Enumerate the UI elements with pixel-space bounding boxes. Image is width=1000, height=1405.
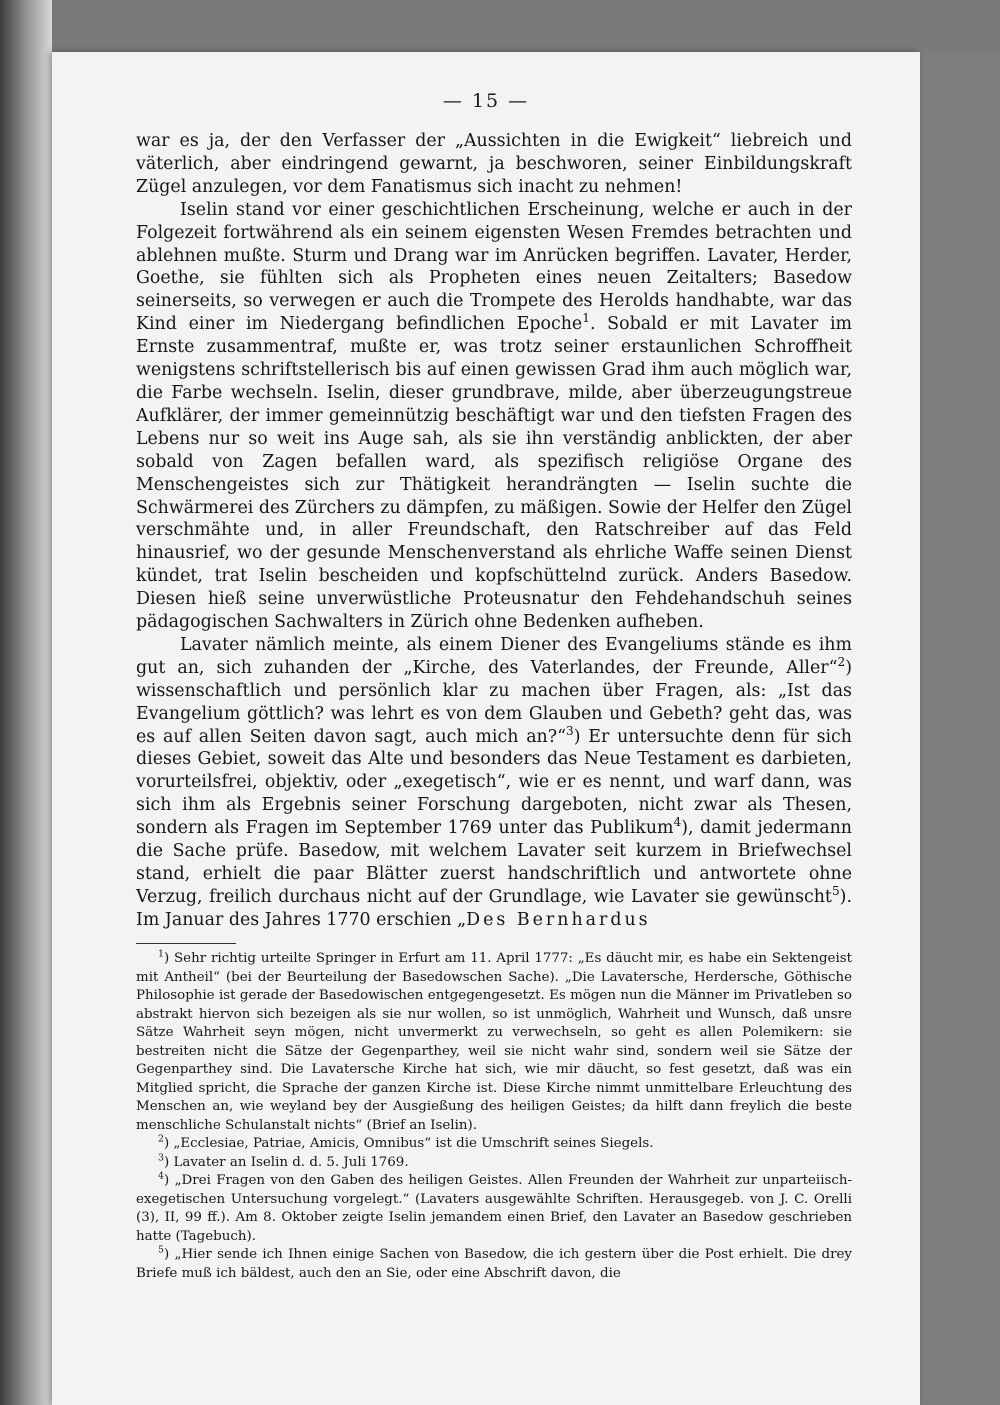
page-number: — 15 —: [442, 90, 530, 112]
footnote-mark-4: 4: [158, 1170, 164, 1182]
footnotes: [136, 950, 852, 1283]
footnote-1: $^1$) Sehr richtig urteilte Springer in Erfurt am 11. April 1777: „Es däucht mir, es habe ein Sektengeist mit Antheil“ (bei der Beurteilung der Basedowschen Sache). „Die Lavatersche, Herdersche, Göthische Philosophie ist gerade der Basedowischen entgegengesetzt. Es mögen nun die Männer im Privatleben so abstrakt hiervon sich bezeigen als sie nur wollen, so ist unmöglich, Wahrheit und Wunsch, daß unsre Sätze Wahrheit seyn mögen, nicht unvermerkt zu verwechseln, so geht es allen Polemikern: sie bestreiten nicht die Sätze der Gegenparthey, weil sie nicht wahr sind, sondern weil sie Sätze der Gegenparthey sind. Die Lavatersche Kirche hat sich, wie mir däucht, so fest gesetzt, daß was ein Mitglied spricht, die Sprache der ganzen Kirche ist. Diese Kirche nimmt unmittelbare Erleuchtung des Menschen an, wie weyland bey der Ausgießung des heiligen Geistes; da hilft dann freylich die beste menschliche Schulanstalt nichts“ (Brief an Iselin).: [136, 948, 852, 1133]
footnote-ref-2[interactable]: 2: [837, 655, 846, 670]
paragraph-3: Lavater nämlich meinte, als einem Diener des Evangeliums stände es ihm gut an, sich zuhanden der „Kirche, des Vaterlandes, der Freunde, Aller“$^2$) wissenschaftlich und persönlich klar zu machen über Fragen, als: „Ist das Evangelium göttlich? was lehrt es von dem Glauben und Gebeth? geht das, was es auf allen Seiten davon sagt, auch mich an?“$^3$) Er untersuchte denn für sich dieses Gebiet, soweit das Alte und besonders das Neue Testament es darbieten, vorurteilsfrei, objektiv, oder „exegetisch“, wie er es nennt, und warf dann, was sich ihm als Ergebnis seiner Forschung dargeboten, nicht zwar als Thesen, sondern als Fragen im September 1769 unter das Publikum$^4$), damit jedermann die Sache prüfe. Basedow, mit welchem Lavater seit kurzem in Briefwechsel stand, erhielt die paar Blätter zuerst handschriftlich und antwortete ohne Verzug, freilich durchaus nicht auf der Grundlage, wie Lavater sie gewünscht$^5$). Im Januar des Jahres 1770 erschien „Des Bernhardus: [136, 634, 853, 930]
footnote-divider: [136, 943, 236, 944]
scan-background-top: [52, 0, 1000, 52]
scan-background-right: [920, 52, 1000, 1405]
footnote-4: $^4$) „Drei Fragen von den Gaben des heiligen Geistes. Allen Freunden der Wahrheit zur unparteiisch-exegetischen Untersuchung vorgelegt.“ (Lavaters ausgewählte Schriften. Herausgegeb. von J. C. Orelli (3), II, 99 ff.). Am 8. Oktober zeigte Iselin jemandem einen Brief, den Lavater an Basedow geschrieben hatte (Tagebuch).: [136, 1170, 852, 1244]
spaced-title: Des Bernhardus: [466, 909, 651, 930]
footnote-ref-3[interactable]: 3: [565, 723, 574, 738]
footnote-mark-2: 2: [158, 1133, 164, 1145]
footnote-mark-3: 3: [158, 1152, 164, 1164]
book-page: [52, 52, 920, 1405]
footnote-ref-5[interactable]: 5: [831, 884, 840, 899]
footnote-2: $^2$) „Ecclesiae, Patriae, Amicis, Omnibus“ ist die Umschrift seines Siegels.: [158, 1133, 654, 1151]
footnote-5: $^5$) „Hier sende ich Ihnen einige Sachen von Basedow, die ich gestern über die Post erhielt. Die drey Briefe muß ich bäldest, auch den an Sie, oder eine Abschrift davon, die: [136, 1244, 852, 1281]
footnote-3: $^3$) Lavater an Iselin d. d. 5. Juli 1769.: [158, 1152, 409, 1170]
footnote-mark-1: 1: [158, 948, 164, 960]
paragraph-2: Iselin stand vor einer geschichtlichen Erscheinung, welche er auch in der Folgezeit fortwährend als ein seinem eigensten Wesen Fremdes betrachten und ablehnen mußte. Sturm und Drang war im Anrücken begriffen. Lavater, Herder, Goethe, sie fühlten sich als Propheten eines neuen Zeitalters; Basedow seinerseits, so verwegen er auch die Trompete des Herolds handhabte, war das Kind einer im Niedergang befindlichen Epoche$^1$. Sobald er mit Lavater im Ernste zusammentraf, mußte er, was trotz seiner erstaunlichen Schroffheit wenigstens schriftstellerisch bis auf einen gewissen Grad ihm auch möglich war, die Farbe wechseln. Iselin, dieser grundbrave, milde, aber überzeugungstreue Aufklärer, der immer gemeinnützig beschäftigt war und den tiefsten Fragen des Lebens nur so weit ins Auge sah, als sie ihn verständig anblickten, der aber sobald von Zagen befallen ward, als spezifisch religiöse Organe des Menschengeistes sich zur Thätigkeit herandrängten — Iselin suchte die Schwärmerei des Zürchers zu dämpfen, zu mäßigen. Sowie der Helfer den Zügel verschmähte und, in aller Freundschaft, den Ratschreiber auf das Feld hinausrief, wo der gesunde Menschenverstand als ehrliche Waffe seinen Dienst kündet, trat Iselin bescheiden und kopfschüttelnd zurück. Anders Basedow. Diesen hieß seine unverwüstliche Proteusnatur den Fehdehandschuh seines pädagogischen Sachwalters in Zürich ohne Bedenken aufheben.: [136, 199, 852, 633]
footnote-ref-1[interactable]: 1: [582, 311, 590, 326]
paragraph-1: war es ja, der den Verfasser der „Aussichten in die Ewigkeit“ liebreich und väterlich, aber eindringend gewarnt, ja beschworen, seiner Einbildungskraft Zügel anzulegen, vor dem Fanatismus sich inacht zu nehmen!: [136, 131, 852, 197]
footnote-mark-5: 5: [158, 1244, 164, 1256]
book-gutter: [0, 0, 52, 1405]
footnote-ref-4[interactable]: 4: [673, 815, 682, 830]
main-text: [136, 130, 852, 932]
